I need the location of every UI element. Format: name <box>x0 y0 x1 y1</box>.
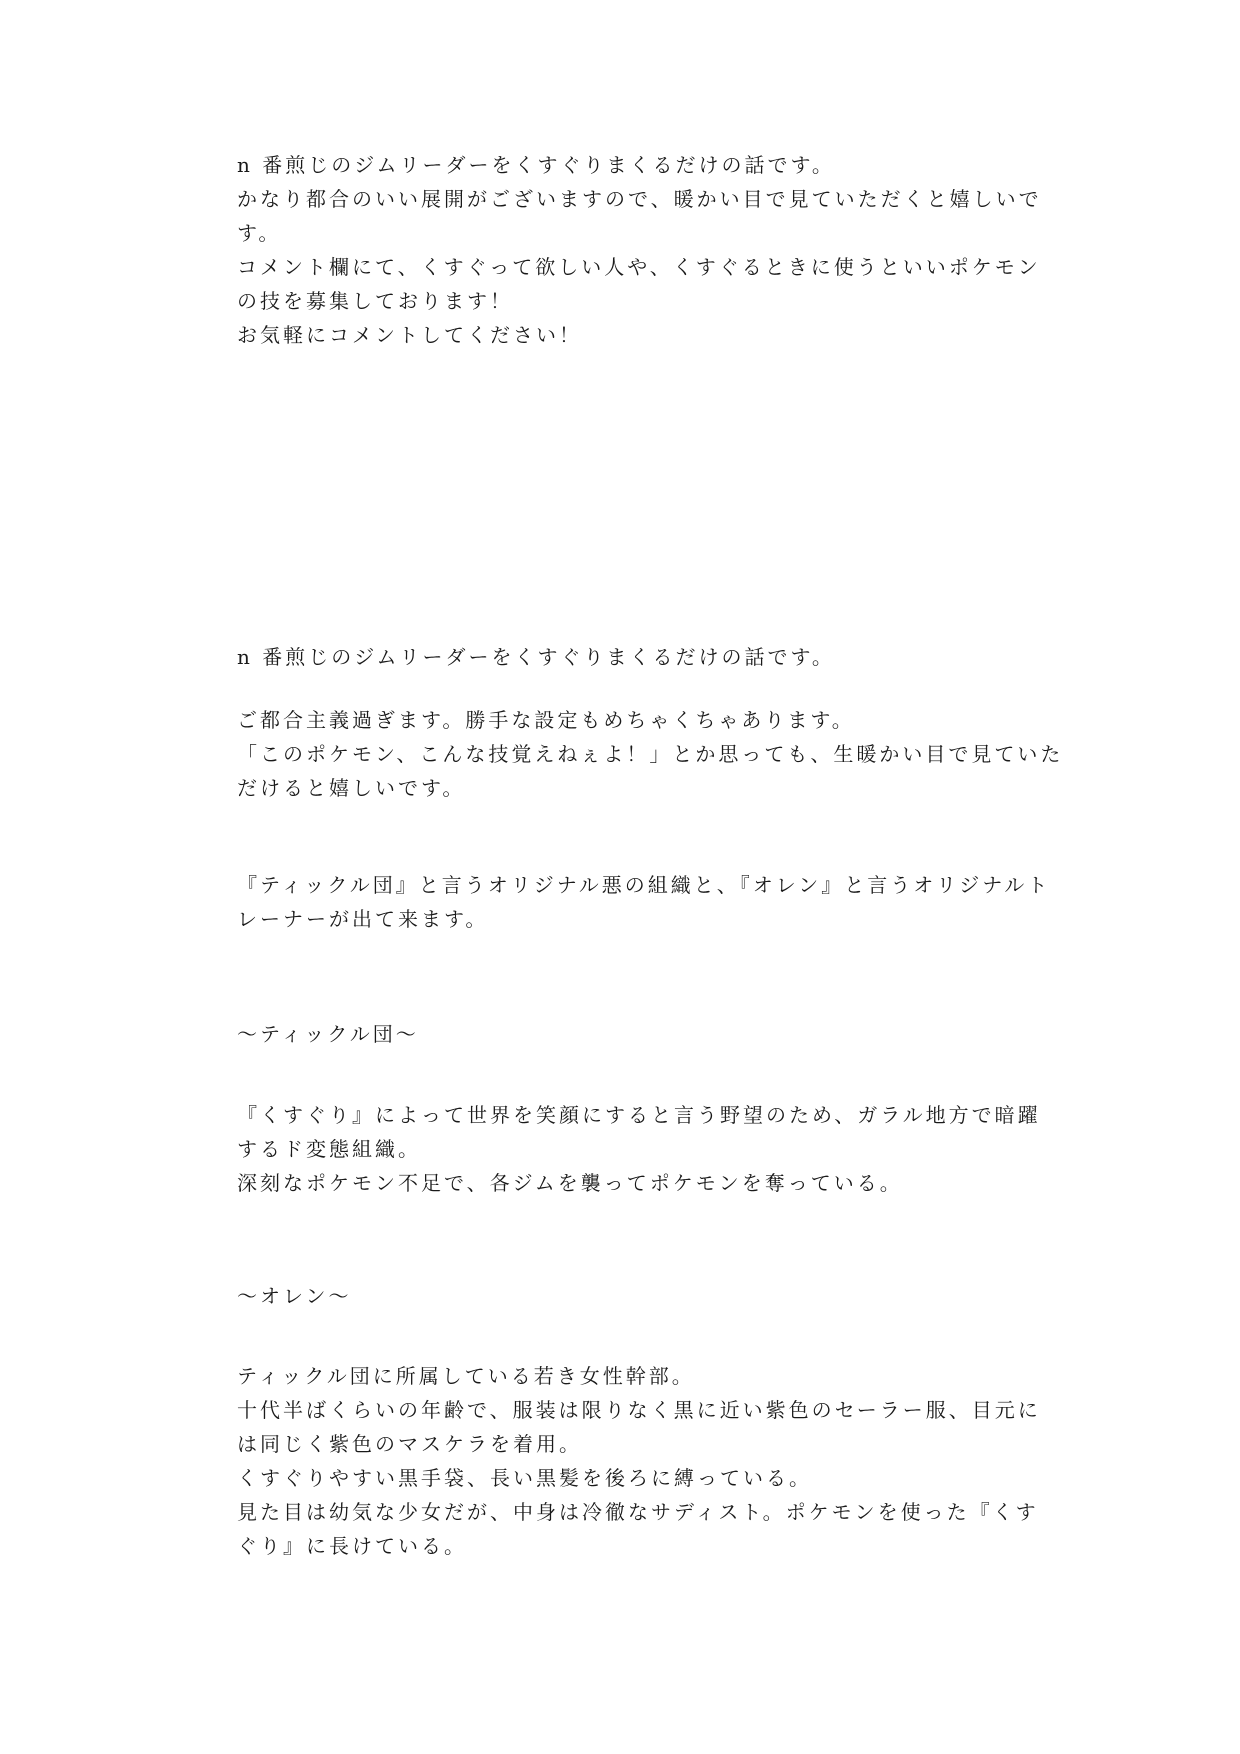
preface-line: す。 <box>237 221 282 245</box>
oren-line: ぐり』に長けている。 <box>237 1534 467 1558</box>
intro-line: 「このポケモン、こんな技覚えねぇよ！」とか思っても、生暖かい目で見ていた <box>237 742 1064 766</box>
oren-heading-block <box>237 1279 1017 1313</box>
intro-line: だけると嬉しいです。 <box>237 776 466 800</box>
preface-line: コメント欄にて、くすぐって欲しい人や、くすぐるときに使うといいポケモン <box>237 255 1041 279</box>
intro-line: 『ティックル団』と言うオリジナル悪の組織と、『オレン』と言うオリジナルト <box>237 873 1051 897</box>
preface-line: かなり都合のいい展開がございますので、暖かい目で見ていただくと嬉しいで <box>237 187 1042 211</box>
oren-line: くすぐりやすい黒手袋、長い黒髪を後ろに縛っている。 <box>237 1466 812 1490</box>
preface-line: の技を募集しております！ <box>237 289 513 313</box>
tickle-line: 深刻なポケモン不足で、各ジムを襲ってポケモンを奪っている。 <box>237 1171 903 1195</box>
oren-line: 十代半ばくらいの年齢で、服装は限りなく黒に近い紫色のセーラー服、目元に <box>237 1398 1041 1422</box>
tickle-heading-block <box>237 1017 1017 1051</box>
section-heading-oren: 〜オレン〜 <box>237 1284 352 1308</box>
tickle-line: するド変態組織。 <box>237 1137 421 1161</box>
intro-paragraph-2 <box>237 868 1051 936</box>
intro-title: n 番煎じのジムリーダーをくすぐりまくるだけの話です。 <box>237 645 835 669</box>
preface-line: お気軽にコメントしてください！ <box>237 323 582 347</box>
oren-line: は同じく紫色のマスケラを着用。 <box>237 1432 582 1456</box>
section-heading-tickle: 〜ティックル団〜 <box>237 1022 419 1046</box>
intro-line: ご都合主義過ぎます。勝手な設定もめちゃくちゃあります。 <box>237 708 855 732</box>
tickle-line: 『くすぐり』によって世界を笑顔にすると言う野望のため、ガラル地方で暗躍 <box>237 1103 1041 1127</box>
preface-line: n 番煎じのジムリーダーをくすぐりまくるだけの話です。 <box>237 153 835 177</box>
intro-paragraph-1 <box>237 703 1064 805</box>
tickle-description <box>237 1098 1041 1200</box>
preface-block <box>237 148 1042 352</box>
oren-line: ティックル団に所属している若き女性幹部。 <box>237 1364 695 1388</box>
oren-description <box>237 1359 1041 1563</box>
intro-title-block <box>237 640 1017 674</box>
oren-line: 見た目は幼気な少女だが、中身は冷徹なサディスト。ポケモンを使った『くす <box>237 1500 1039 1524</box>
intro-line: レーナーが出て来ます。 <box>237 907 489 931</box>
